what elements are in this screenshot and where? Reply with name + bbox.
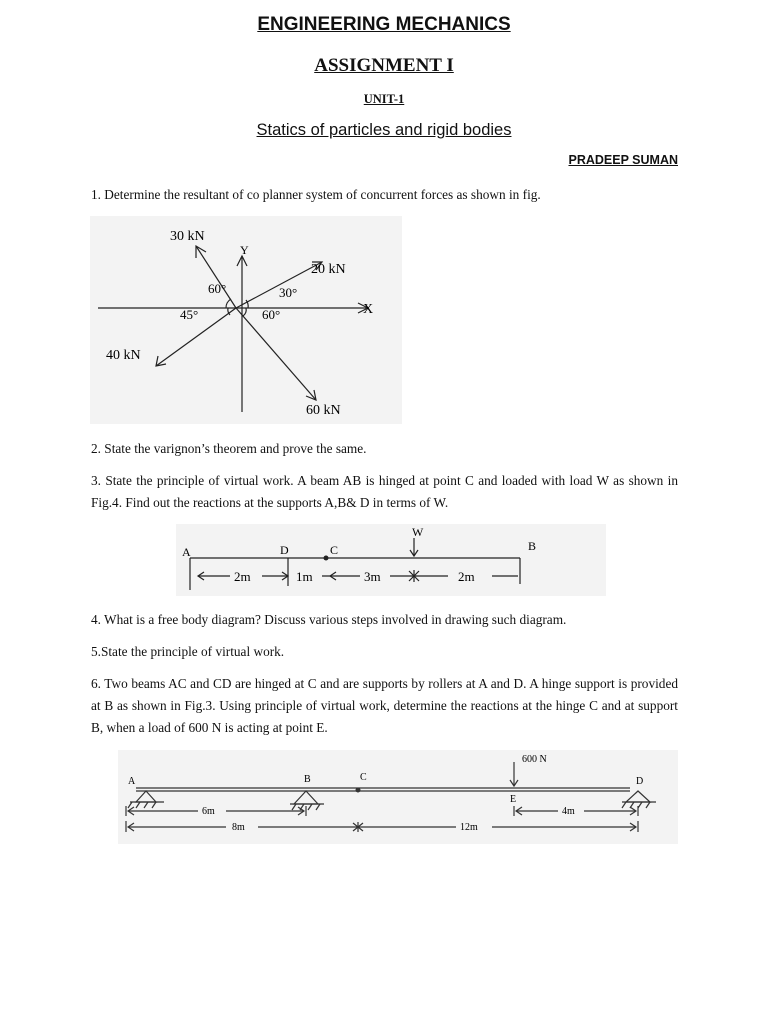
force-20kn-label: 20 kN	[311, 262, 346, 277]
point-c-label: C	[330, 543, 339, 557]
question-6: 6. Two beams AC and CD are hinged at C and are supports by rollers at A and D. A hinge support is provided at B as shown in Fig.3. Using principle of virtual work, determine the reactions at the hinge C and at support B, when a load of 600 N is acting at point E.	[91, 676, 678, 735]
point-d-label: D	[636, 776, 644, 787]
point-b-label: B	[304, 774, 311, 785]
y-axis-label: Y	[240, 243, 249, 257]
question-1: 1. Determine the resultant of co planner system of concurrent forces as shown in fig.	[91, 187, 541, 202]
dim-3m-label: 3m	[364, 569, 381, 584]
point-c-label: C	[360, 772, 367, 783]
dim-6m-label: 6m	[202, 806, 215, 817]
question-3: 3. State the principle of virtual work. A beam AB is hinged at point C and loaded with load W as shown in Fig.4. Find out the reactions at the supports A,B& D in terms of W.	[91, 473, 678, 510]
dim-2m-label: 2m	[234, 569, 251, 584]
dim-2m-right-label: 2m	[458, 569, 475, 584]
angle-60-right-label: 60°	[262, 307, 281, 322]
load-w-label: W	[412, 525, 424, 539]
force-40kn-label: 40 kN	[106, 348, 141, 363]
question-5: 5.State the principle of virtual work.	[91, 644, 285, 659]
angle-30-label: 30°	[279, 285, 298, 300]
point-b-label: B	[528, 539, 537, 553]
unit-label: UNIT-1	[363, 92, 405, 106]
point-d-label: D	[280, 543, 289, 557]
question-2: 2. State the varignon’s theorem and prove the same.	[91, 441, 367, 456]
load-600n-label: 600 N	[522, 754, 547, 765]
force-60kn-label: 60 kN	[306, 403, 341, 418]
figure-beam-ab	[176, 524, 606, 596]
angle-45-label: 45°	[180, 307, 199, 322]
author-name: PRADEEP SUMAN	[568, 153, 678, 167]
hinge-c-dot	[324, 556, 329, 561]
angle-60-left-label: 60°	[208, 281, 227, 296]
x-axis-label: X	[363, 302, 374, 317]
assignment-title: ASSIGNMENT I	[314, 55, 454, 76]
question-4: 4. What is a free body diagram? Discuss various steps involved in drawing such diagram.	[91, 612, 567, 627]
dim-8m-label: 8m	[232, 822, 245, 833]
hinge-c-dot	[356, 788, 361, 793]
point-a-label: A	[128, 776, 136, 787]
dim-12m-label: 12m	[460, 822, 478, 833]
dim-4m-label: 4m	[562, 806, 575, 817]
dim-1m-label: 1m	[296, 569, 313, 584]
point-e-label: E	[510, 794, 517, 805]
point-a-label: A	[182, 545, 191, 559]
figure-beam-acd	[118, 750, 678, 844]
figure-concurrent-forces	[90, 216, 402, 424]
force-30kn-label: 30 kN	[170, 229, 205, 244]
topic-title: Statics of particles and rigid bodies	[256, 121, 512, 139]
course-title: ENGINEERING MECHANICS	[257, 14, 511, 35]
